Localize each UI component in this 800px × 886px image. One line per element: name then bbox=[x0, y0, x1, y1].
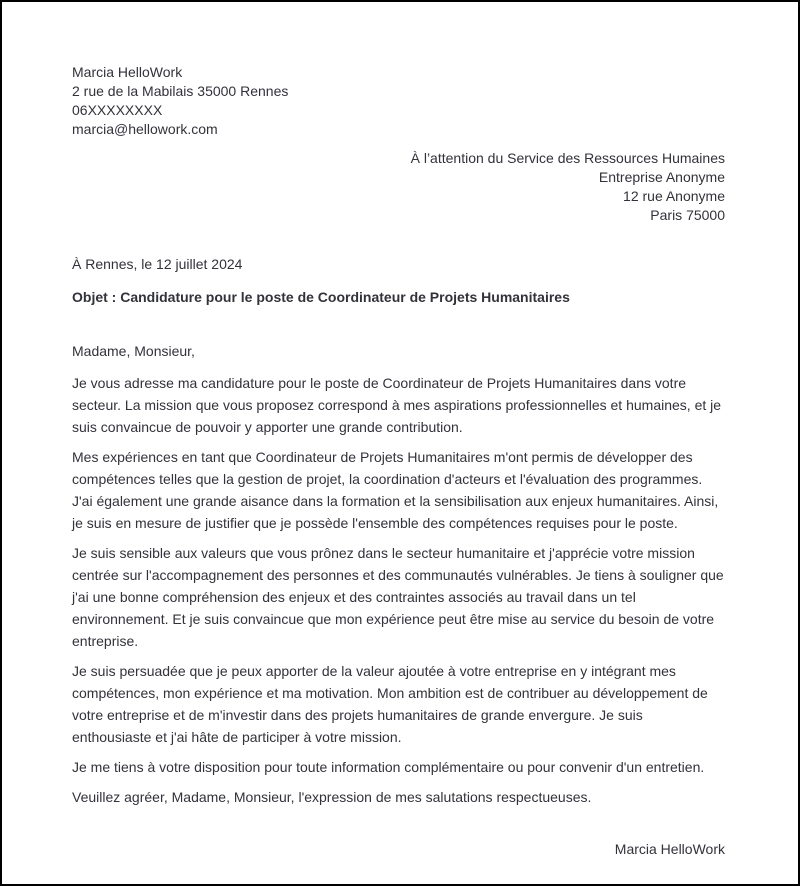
sender-phone: 06XXXXXXXX bbox=[72, 102, 163, 118]
date-line: À Rennes, le 12 juillet 2024 bbox=[72, 256, 243, 272]
recipient-company: Entreprise Anonyme bbox=[598, 169, 725, 185]
signature: Marcia HelloWork bbox=[614, 841, 725, 857]
sender-block bbox=[72, 63, 725, 139]
paragraph-experience: Mes expériences en tant que Coordinateur de Projets Humanitaires m'ont permis de développer des compétences telles que la gestion de projet, la coordination d'acteurs et l'évaluation des programmes. J'ai également une grande aisance dans la formation et la sensibilisation aux enjeux humanitaires. Ainsi, je suis en mesure de justifier que je possède l'ensemble des compétences requises pour le poste. bbox=[72, 449, 719, 531]
recipient-street: 12 rue Anonyme bbox=[623, 188, 725, 204]
paragraph-motivation: Je suis persuadée que je peux apporter de la valeur ajoutée à votre entreprise en y intégrant mes compétences, mon expérience et ma motivation. Mon ambition est de contribuer au développement de votre entreprise et de m'investir dans des projets humanitaires de grande envergure. Je suis enthousiaste et j'ai hâte de participer à votre mission. bbox=[72, 663, 708, 745]
paragraph-values: Je suis sensible aux valeurs que vous prônez dans le secteur humanitaire et j'apprécie votre mission centrée sur l'accompagnement des personnes et des communautés vulnérables. Je tiens à souligner que j'ai une bonne compréhension des enjeux et des contraintes associés au travail dans un tel environnement. Et je suis convaincue que mon expérience peut être mise au service du besoin de votre entreprise. bbox=[72, 545, 724, 649]
sender-address: 2 rue de la Mabilais 35000 Rennes bbox=[72, 83, 289, 99]
sender-name: Marcia HelloWork bbox=[72, 64, 183, 80]
recipient-attention: À l’attention du Service des Ressources Humaines bbox=[410, 150, 725, 166]
subject-line: Objet : Candidature pour le poste de Coordinateur de Projets Humanitaires bbox=[72, 289, 570, 305]
paragraph-availability: Je me tiens à votre disposition pour toute information complémentaire ou pour convenir d'un entretien. bbox=[72, 759, 705, 775]
paragraph-closing-formula: Veuillez agréer, Madame, Monsieur, l'expression de mes salutations respectueuses. bbox=[72, 789, 592, 805]
sender-email: marcia@hellowork.com bbox=[72, 121, 218, 137]
paragraph-introduction: Je vous adresse ma candidature pour le poste de Coordinateur de Projets Humanitaires dans votre secteur. La mission que vous proposez correspond à mes aspirations professionnelles et humaines, et je suis convaincue de pouvoir y apporter une grande contribution. bbox=[72, 375, 722, 435]
salutation: Madame, Monsieur, bbox=[72, 343, 195, 359]
recipient-city: Paris 75000 bbox=[650, 207, 725, 223]
recipient-block bbox=[72, 149, 725, 225]
